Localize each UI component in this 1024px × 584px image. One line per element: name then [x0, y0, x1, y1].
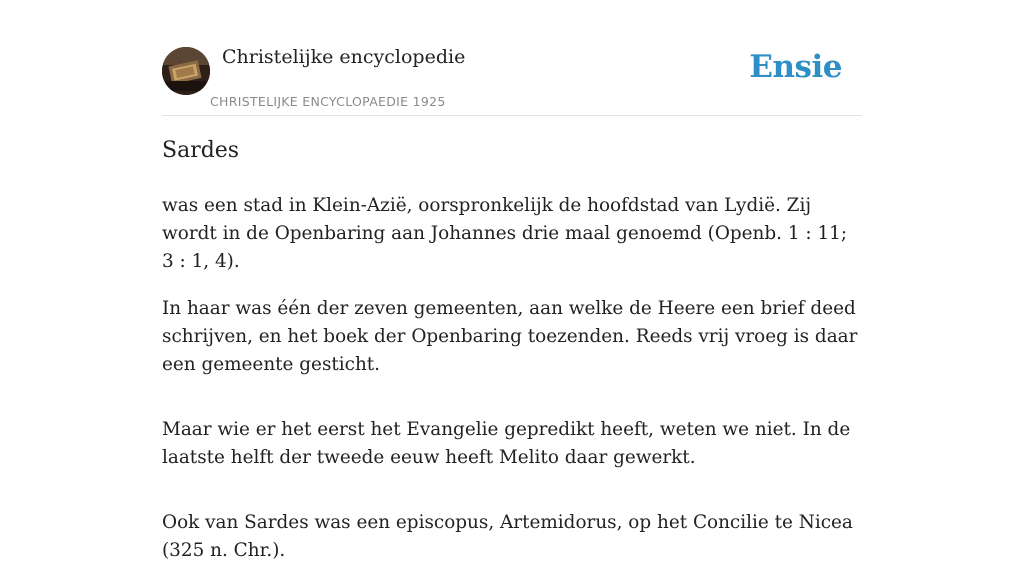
page-container	[162, 0, 862, 561]
paragraph-spacer	[162, 491, 862, 509]
publication-avatar-icon[interactable]	[162, 47, 210, 95]
brand-logo-link[interactable]: Ensie	[749, 49, 842, 85]
publication-subtitle[interactable]: CHRISTELIJKE ENCYCLOPAEDIE 1925	[210, 94, 446, 109]
publication-title[interactable]: Christelijke encyclopedie	[222, 46, 466, 68]
article-paragraph: In haar was één der zeven gemeenten, aan welke de Heere een brief deed schrijven, en het boek der Openbaring toezenden. Reeds vrij vroeg is daar een gemeente gesticht.	[162, 298, 858, 375]
paragraph-spacer	[162, 398, 862, 416]
article-paragraph: was een stad in Klein-Azië, oorspronkelijk de hoofdstad van Lydië. Zij wordt in de Openbaring aan Johannes drie maal genoemd (Openb. 1 : 11; 3 : 1, 4).	[162, 195, 848, 272]
article-paragraph: Maar wie er het eerst het Evangelie gepredikt heeft, weten we niet. In de laatste helft der tweede eeuw heeft Melito daar gewerkt.	[162, 419, 851, 468]
article-paragraph: Ook van Sardes was een episcopus, Artemidorus, op het Concilie te Nicea (325 n. Chr.).	[162, 512, 853, 561]
article-body	[162, 192, 862, 584]
article-title: Sardes	[162, 138, 240, 163]
publication-header	[162, 0, 862, 116]
